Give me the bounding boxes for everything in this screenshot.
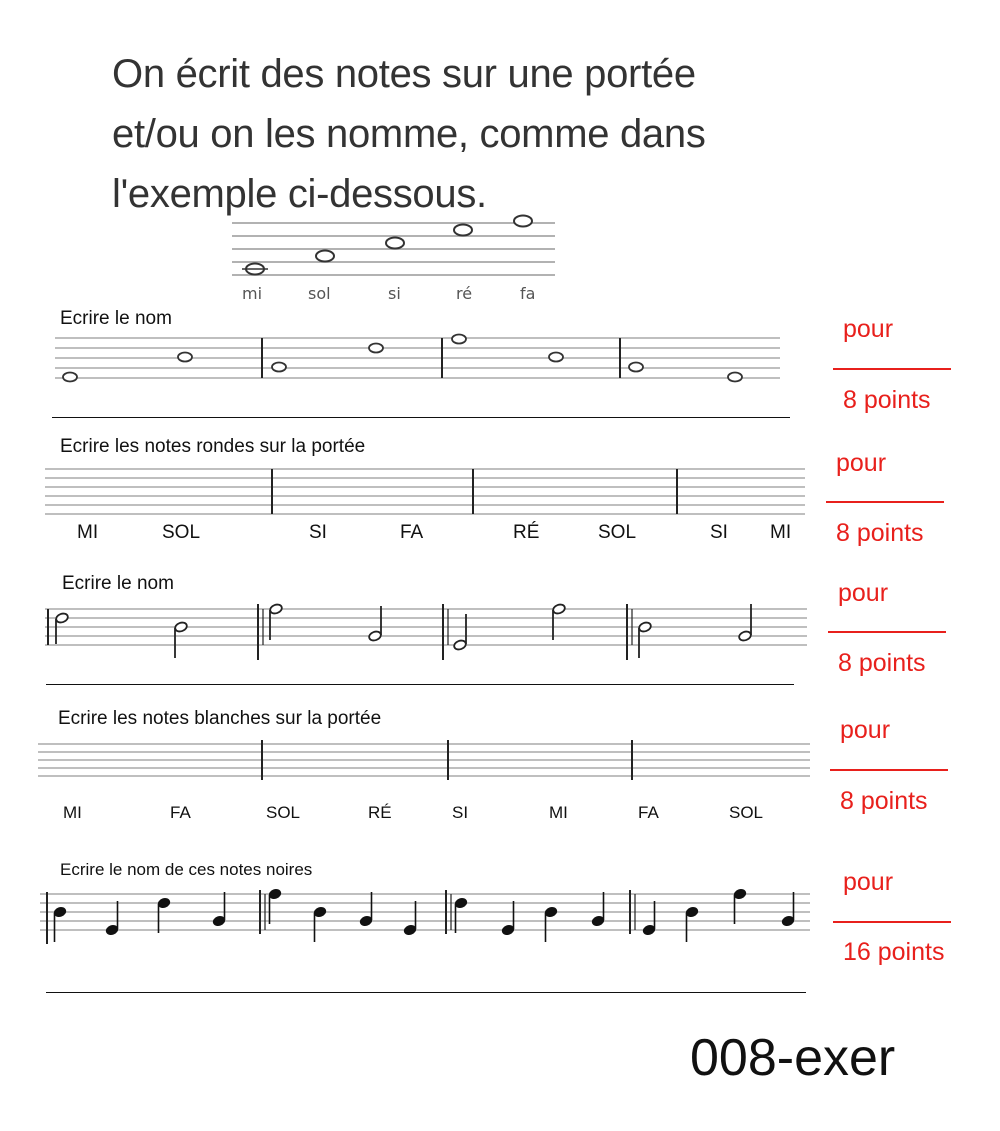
quarter-note <box>501 924 514 935</box>
section-5-staff <box>40 884 815 954</box>
section-3-staff <box>45 598 810 668</box>
score-rule <box>828 631 946 633</box>
score-pour: pour <box>843 315 894 343</box>
answer-line[interactable] <box>46 684 794 685</box>
whole-note <box>178 353 192 362</box>
score-rule <box>833 921 951 923</box>
half-note <box>552 603 566 615</box>
note-name: SI <box>452 803 469 822</box>
whole-note <box>452 335 466 344</box>
quarter-note <box>591 915 604 926</box>
whole-note <box>728 373 742 382</box>
quarter-note <box>733 888 746 899</box>
section-4-staff[interactable] <box>38 740 813 785</box>
score-pour: pour <box>836 449 887 477</box>
quarter-note <box>53 906 66 917</box>
quarter-note <box>781 915 794 926</box>
example-note <box>386 238 404 249</box>
note-name: RÉ <box>368 803 392 822</box>
section-1-staff <box>55 330 785 390</box>
note-name: SOL <box>162 522 201 543</box>
score-points: 8 points <box>840 787 928 815</box>
quarter-note <box>313 906 326 917</box>
half-note <box>55 612 69 624</box>
score-points: 8 points <box>843 386 931 414</box>
half-note <box>638 621 652 633</box>
score-pour: pour <box>838 579 889 607</box>
score-pour: pour <box>843 868 894 896</box>
note-name: SI <box>710 522 728 543</box>
intro-line: et/ou on les nomme, comme dans <box>112 112 706 156</box>
whole-note <box>63 373 77 382</box>
half-note <box>174 621 188 633</box>
quarter-note <box>212 915 225 926</box>
section-4-label: Ecrire les notes blanches sur la portée <box>58 708 382 729</box>
half-note <box>368 630 382 642</box>
note-name: MI <box>549 803 568 822</box>
quarter-note <box>268 888 281 899</box>
note-name: SOL <box>729 803 764 822</box>
score-rule <box>826 501 944 503</box>
example-note <box>514 216 532 227</box>
note-name: RÉ <box>513 522 540 543</box>
score-points: 16 points <box>843 938 945 966</box>
score-points: 8 points <box>838 649 926 677</box>
section-1-label: Ecrire le nom <box>60 308 172 329</box>
example-name: ré <box>456 284 473 303</box>
intro-line: l'exemple ci-dessous. <box>112 172 487 216</box>
score-points: 8 points <box>836 519 924 547</box>
example-name: fa <box>520 284 536 303</box>
whole-note <box>272 363 286 372</box>
note-name: FA <box>170 803 191 822</box>
note-name: FA <box>400 522 424 543</box>
intro-line: On écrit des notes sur une portée <box>112 52 696 96</box>
quarter-note <box>642 924 655 935</box>
note-name: MI <box>63 803 82 822</box>
note-name: FA <box>638 803 659 822</box>
answer-line[interactable] <box>46 992 806 993</box>
example-name: mi <box>242 284 263 303</box>
example-name: si <box>388 284 401 303</box>
intro-text <box>112 44 706 224</box>
answer-line[interactable] <box>52 417 790 418</box>
whole-note <box>369 344 383 353</box>
half-note <box>738 630 752 642</box>
note-name: SOL <box>266 803 301 822</box>
quarter-note <box>685 906 698 917</box>
score-rule <box>833 368 951 370</box>
half-note <box>269 603 283 615</box>
quarter-note <box>403 924 416 935</box>
quarter-note <box>359 915 372 926</box>
example-note <box>316 251 334 262</box>
section-2-staff[interactable] <box>45 466 810 516</box>
section-2-label: Ecrire les notes rondes sur la portée <box>60 436 366 457</box>
note-name: SI <box>309 522 327 543</box>
note-name: SOL <box>598 522 637 543</box>
note-name: MI <box>77 522 99 543</box>
quarter-note <box>454 897 467 908</box>
example-name: sol <box>308 284 331 303</box>
section-3-label: Ecrire le nom <box>62 573 174 594</box>
exercise-code: 008-exer <box>690 1029 896 1087</box>
example-note <box>454 225 472 236</box>
example-staff <box>230 215 560 285</box>
quarter-note <box>105 924 118 935</box>
whole-note <box>629 363 643 372</box>
quarter-note <box>544 906 557 917</box>
score-pour: pour <box>840 716 891 744</box>
half-note <box>453 639 467 651</box>
quarter-note <box>157 897 170 908</box>
note-name: MI <box>770 522 792 543</box>
section-5-label: Ecrire le nom de ces notes noires <box>60 860 313 879</box>
score-rule <box>830 769 948 771</box>
whole-note <box>549 353 563 362</box>
